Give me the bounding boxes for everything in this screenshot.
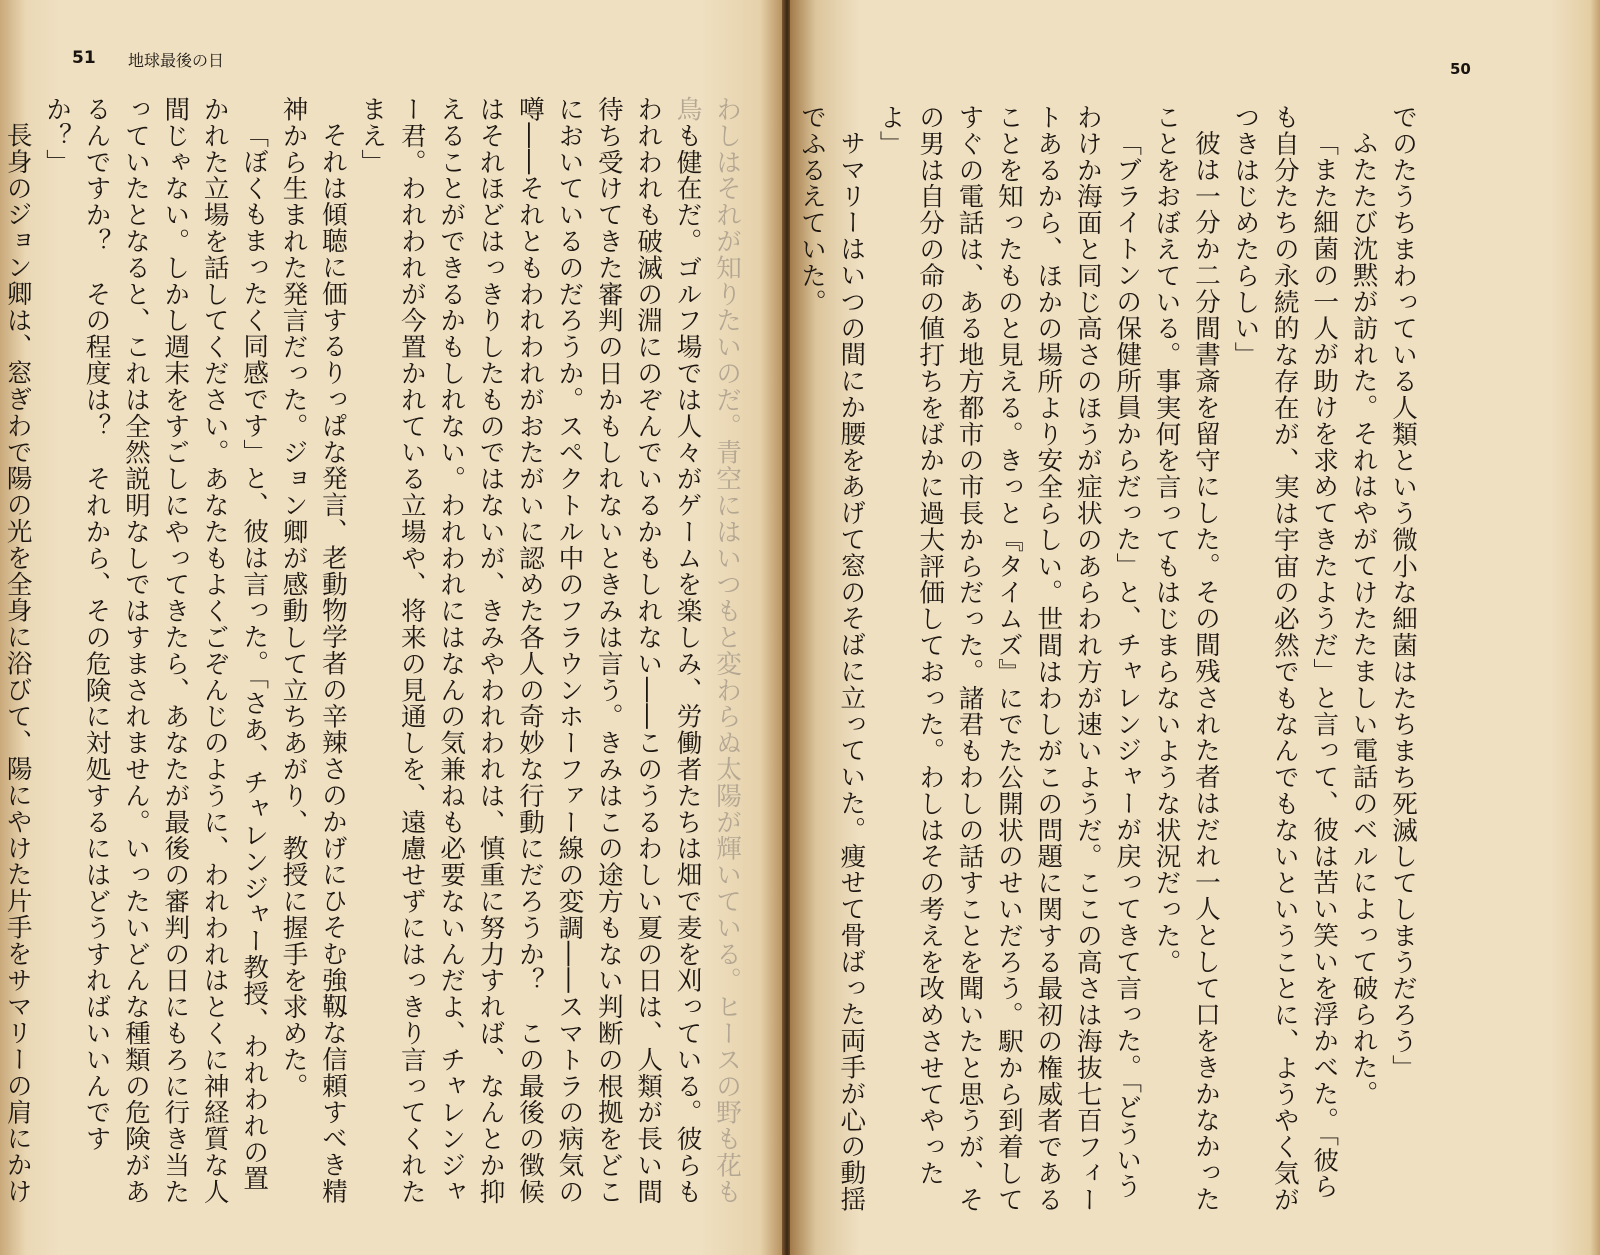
paragraph: 「ブライトンの保健所員からだった」と、チャレンジャーが戻ってきて言った。「どういうわけか海面と同じ高さのほうが症状のあらわれ方が速いようだ。ここの高さは海抜七百フィートあるから、ほかの場所より安全らしい。世間はわしがこの問題に関する最初の権威者であることを知ったものと見える。きっと『タイムズ』にでた公開状のせいだろう。駅から到着してすぐの電話は、ある地方都市の市長からだった。諸君もわしの話すことを聞いたと思うが、その男は自分の命の値打ちをばかに過大評価しておった。わしはその考えを改めさせてやったよ」 bbox=[875, 104, 1143, 1213]
right-page-body bbox=[794, 104, 1422, 1224]
paragraph: 「ぼくもまったく同感です」と、彼は言った。「さあ、チャレンジャー教授、われわれの置かれた立場を話してください。あなたもよくごぞんじのように、われわれはとくに神経質な人間じゃない。しかし週末をすごしにやってきたら、あなたが最後の審判の日にもろに行き当たっていたとなると、これは全然説明なしではすまされません。いったいどんな種類の危険があるんですか？ その程度は？ それから、その危険に対処するにはどうすればいいんですか？」 bbox=[42, 96, 270, 1205]
running-title: 地球最後の日 bbox=[128, 51, 225, 70]
faded-text: わしはそれが知りたいのだ。青空にはいつもと変わらぬ太陽が輝いている。ヒースの野も花も鳥 bbox=[672, 96, 742, 1205]
page-number: 50 bbox=[1450, 60, 1471, 78]
paragraph: サマリーはいつの間にか腰をあげて窓のそばに立っていた。痩せて骨ばった両手が心の動揺でふるえていた。 bbox=[796, 104, 867, 1212]
paragraph: 彼は一分か二分間書斎を留守にした。その間残された者はだれ一人として口をきかなかったことをおぼえている。事実何を言ってもはじまらないような状況だった。 bbox=[1151, 104, 1221, 1212]
paragraph: でのたうちまわっている人類という微小な細菌はたちまち死滅してしまうだろう」 bbox=[1388, 104, 1418, 1081]
right-page bbox=[790, 0, 1600, 1255]
paragraph: ふたたび沈黙が訪れた。それはやがてけたたましい電話のベルによって破られた。 bbox=[1348, 129, 1379, 1107]
paragraph: それは傾聴に価するりっぱな発言、老動物学者の辛辣さのかげにひそむ強靱な信頼すべき精神から生まれた発言だった。ジョン卿が感動して立ちあがり、教授に握手を求めた。 bbox=[278, 96, 348, 1204]
left-page bbox=[0, 0, 784, 1255]
left-page-body bbox=[2, 96, 746, 1216]
paragraph: 「また細菌の一人が助けを求めてきたようだ」と言って、彼は苦い笑いを浮かべた。「彼らも自分たちの永続的な存在が、実は宇宙の必然でもなんでもないということに、ようやく気がつきはじめたらしい」 bbox=[1230, 104, 1340, 1213]
paragraph-text: も健在だ。ゴルフ場では人々がゲームを楽しみ、労働者たちは畑で麦を刈っている。彼らもわれわれも破滅の淵にのぞんでいるかもしれない――このうるわしい夏の日は、人類が長い間待ち受けてきた審判の日かもしれないときみは言う。きみはこの途方もない判断の根拠をどこにおいているのだろうか。スペクトル中のフラウンホーファー線の変調――スマトラの病気の噂――それともわれわれがおたがいに認めた各人の奇妙な行動にだろうか？ この最後の徴候はそれほどはっきりしたものではないが、きみやわれわれは、慎重に努力すれば、なんとか抑えることができるかもしれない。われわれにはなんの気兼ねも必要ないんだよ、チャレンジャー君。われわれが今置かれている立場や、将来の見通しを、遠慮せずにはっきり言ってくれたまえ」 bbox=[357, 96, 703, 1205]
paragraph bbox=[790, 104, 792, 1224]
page-number: 51 bbox=[72, 48, 96, 68]
paragraph bbox=[352, 96, 746, 1216]
paragraph: 長身のジョン卿は、窓ぎわで陽の光を全身に浴びて、陽にやけた片手をサマリーの肩にかけ bbox=[2, 121, 33, 1204]
